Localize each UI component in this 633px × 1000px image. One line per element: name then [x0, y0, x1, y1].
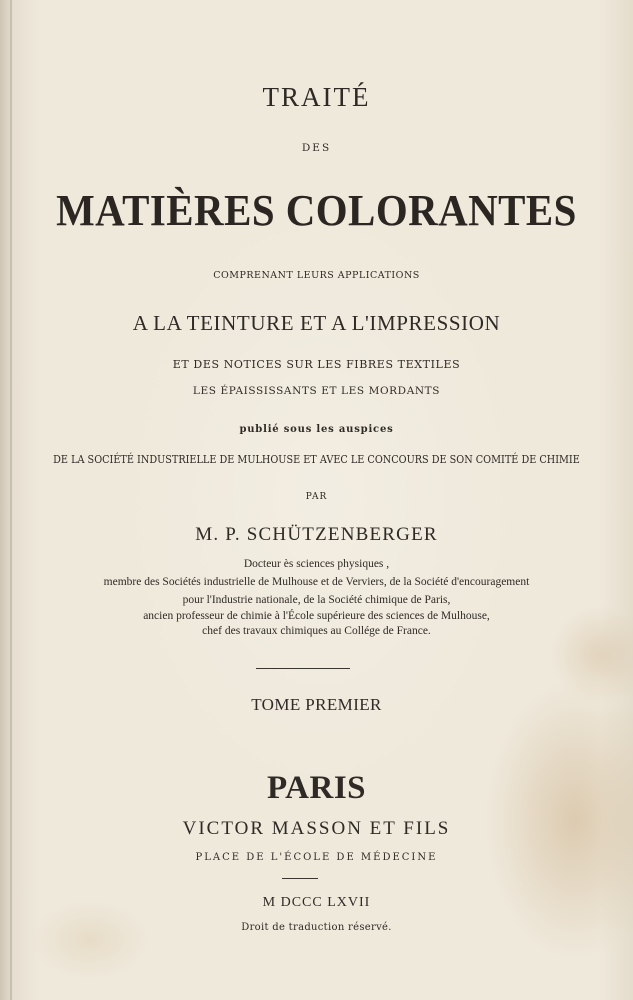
title-des: DES	[301, 142, 332, 154]
divider-rule	[256, 668, 350, 669]
subtitle-epaississants: LES ÉPAISSISSANTS ET LES MORDANTS	[192, 385, 441, 397]
author-name: M. P. SCHÜTZENBERGER	[195, 524, 438, 545]
subtitle-teinture: A LA TEINTURE ET A L'IMPRESSION	[132, 311, 501, 335]
societe-line: DE LA SOCIÉTÉ INDUSTRIELLE DE MULHOUSE ET AVEC LE CONCOURS DE SON COMITÉ DE CHIMIE	[53, 453, 580, 466]
credential-line: membre des Sociétés industrielle de Mulhouse et de Verviers, de la Société d'encouragement	[103, 576, 530, 588]
short-divider-rule	[282, 878, 318, 879]
title-traite: TRAITÉ	[262, 82, 371, 112]
subtitle-notices: ET DES NOTICES SUR LES FIBRES TEXTILES	[172, 358, 461, 371]
imprint-city: PARIS	[266, 770, 367, 806]
publie-auspices: publié sous les auspices	[239, 424, 394, 435]
publisher-name: VICTOR MASSON ET FILS	[182, 818, 451, 839]
tome-label: TOME PREMIER	[251, 695, 382, 714]
subtitle-comprenant: COMPRENANT LEURS APPLICATIONS	[213, 270, 420, 281]
rights-notice: Droit de traduction réservé.	[241, 922, 392, 933]
credential-line: ancien professeur de chimie à l'École supérieure des sciences de Mulhouse,	[143, 610, 490, 622]
publication-date: M DCCC LXVII	[262, 895, 371, 910]
credential-line: Docteur ès sciences physiques ,	[243, 558, 390, 570]
credential-line: pour l'Industrie nationale, de la Société chimique de Paris,	[182, 594, 451, 606]
main-title: MATIÈRES COLORANTES	[56, 186, 577, 235]
par-label: PAR	[305, 492, 328, 502]
credential-line: chef des travaux chimiques au Collége de France.	[202, 625, 431, 637]
publisher-address: PLACE DE L'ÉCOLE DE MÉDECINE	[195, 852, 438, 863]
